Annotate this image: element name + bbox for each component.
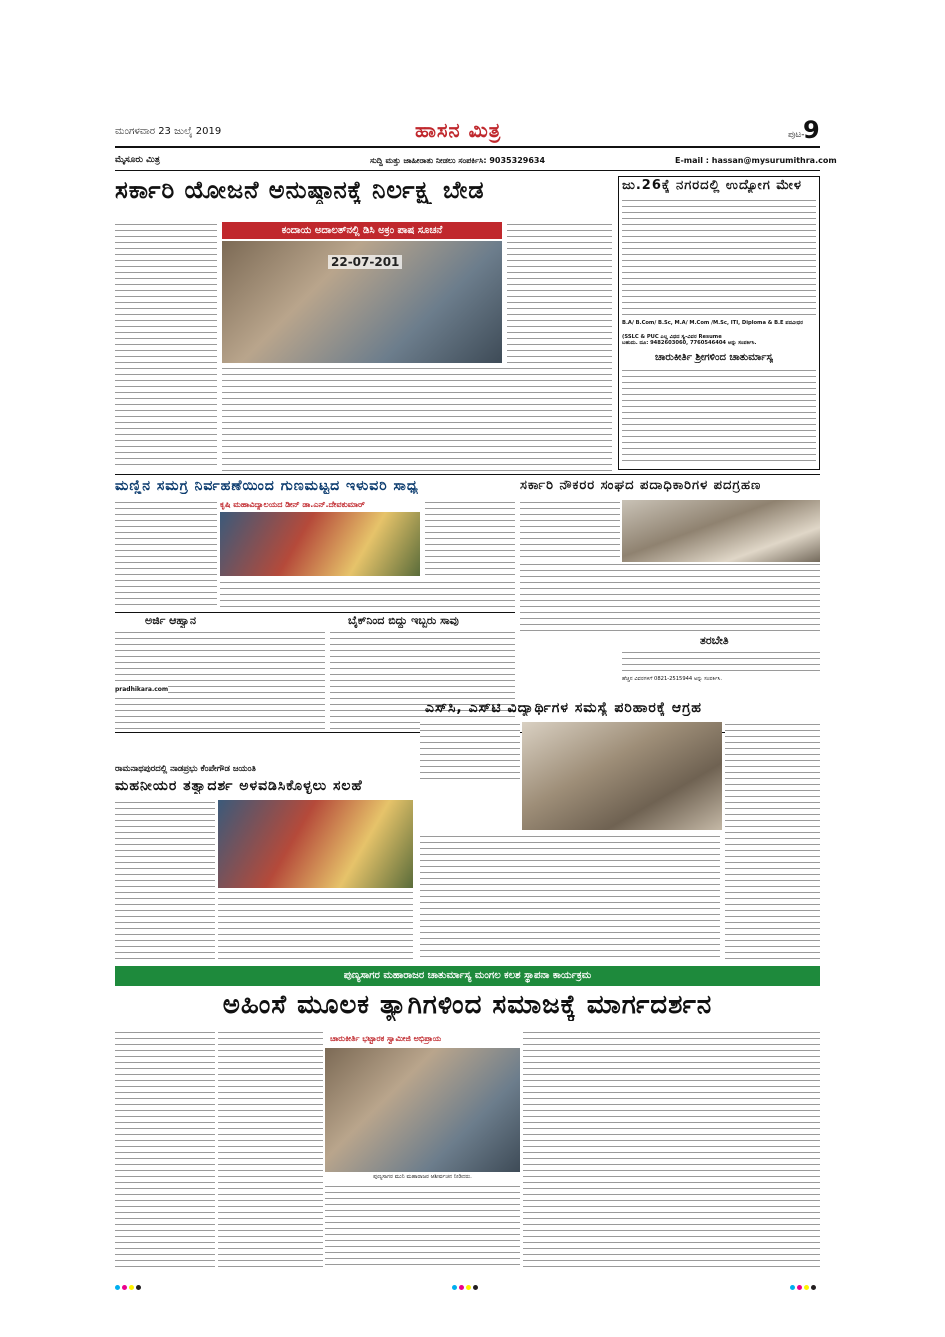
a6-website: pradhikara.com bbox=[115, 686, 169, 693]
a2-courses: B.A/ B.Com/ B.Sc, M.A/ M.Com /M.Sc, ITI, Diploma & B.E ಪದವೀಧರ bbox=[622, 320, 803, 326]
a8-phone: ಹೆಚ್ಚಿನ ವಿವರಗಳಿಗೆ 0821-2515944 ಅನ್ನು ಸಂಪರ್ಕಿಸಿ. bbox=[622, 676, 723, 682]
section-name: ಮೈಸೂರು ಮಿತ್ರ bbox=[115, 155, 160, 165]
a4-photo bbox=[220, 512, 420, 576]
a4-col1 bbox=[115, 500, 217, 608]
registration-marks-left bbox=[115, 1275, 143, 1294]
banner-headline: ಅಹಿಂಸೆ ಮೂಲಕ ತ್ಯಾಗಿಗಳಿಂದ ಸಮಾಜಕ್ಕೆ ಮಾರ್ಗದರ್ಶನ bbox=[222, 990, 713, 1020]
a5-body bbox=[520, 562, 820, 632]
a10-headline: ಮಹನೀಯರ ತತ್ವಾದರ್ಶ ಅಳವಡಿಸಿಕೊಳ್ಳಲು ಸಲಹೆ bbox=[115, 778, 363, 794]
a10-col1 bbox=[115, 800, 215, 960]
a9-col-right bbox=[725, 722, 820, 962]
a1-cols bbox=[222, 366, 612, 472]
a1-photo-date: 22-07-201 bbox=[328, 255, 402, 269]
a1-headline: ಸರ್ಕಾರಿ ಯೋಜನೆ ಅನುಷ್ಠಾನಕ್ಕೆ ನಿರ್ಲಕ್ಷ್ಯ ಬೇಡ bbox=[115, 176, 485, 204]
a2-phone: ಬಹುದು. ದೂ: 9482603060, 7760546404 ಅನ್ನು ಸಂಪರ್ಕಿಸಿ. bbox=[622, 340, 757, 346]
a2-resume: (SSLC & PUC ಎಲ್ಲ ವಿಧದ ಸ್ವ-ವಿವರ Resume bbox=[622, 334, 722, 340]
banner-col3 bbox=[325, 1184, 520, 1268]
banner-subhead: ಚಾರುಕೀರ್ತಿ ಭಟ್ಟಾರಕ ಸ್ವಾಮೀಜಿ ಅಭಿಪ್ರಾಯ bbox=[330, 1034, 442, 1043]
banner-kicker: ಪುಣ್ಯಸಾಗರ ಮಹಾರಾಜರ ಚಾತುರ್ಮಾಸ್ಯ ಮಂಗಲ ಕಲಶ ಸ್ಥಾಪನಾ ಕಾರ್ಯಕ್ರಮ bbox=[115, 966, 820, 986]
a4-headline: ಮಣ್ಣಿನ ಸಮಗ್ರ ನಿರ್ವಹಣೆಯಿಂದ ಗುಣಮಟ್ಟದ ಇಳುವರಿ ಸಾಧ್ಯ bbox=[115, 478, 419, 494]
header-rule bbox=[115, 146, 820, 148]
banner-col1 bbox=[115, 1030, 215, 1268]
contact-text: ಸುದ್ದಿ ಮತ್ತು ಜಾಹೀರಾತು ನೀಡಲು ಸಂಪರ್ಕಿಸಿ: 9035329634 bbox=[370, 156, 546, 165]
page-number: 9 bbox=[803, 116, 820, 144]
a2-headline: ಜು.26ಕ್ಕೆ ನಗರದಲ್ಲಿ ಉದ್ಯೋಗ ಮೇಳ bbox=[622, 178, 802, 193]
banner-photo bbox=[325, 1048, 520, 1172]
banner-col2 bbox=[218, 1030, 323, 1268]
a5-headline: ಸರ್ಕಾರಿ ನೌಕರರ ಸಂಘದ ಪದಾಧಿಕಾರಿಗಳ ಪದಗ್ರಹಣ bbox=[520, 478, 762, 493]
a10-photo bbox=[218, 800, 413, 888]
a4-body bbox=[220, 580, 515, 610]
masthead: ಹಾಸನ ಮಿತ್ರ bbox=[415, 118, 502, 142]
a6-body bbox=[115, 630, 325, 730]
a8-body bbox=[622, 650, 820, 674]
a10-body bbox=[218, 890, 413, 960]
a9-body bbox=[420, 722, 520, 780]
a4-col-right bbox=[425, 500, 515, 580]
a5-photo bbox=[622, 500, 820, 570]
a2-body bbox=[622, 198, 816, 318]
a9-headline: ಎಸ್‌ಸಿ, ಎಸ್‌ಟಿ ವಿದ್ಯಾರ್ಥಿಗಳ ಸಮಸ್ಯೆ ಪರಿಹಾರಕ್ಕೆ ಆಗ್ರಹ bbox=[425, 700, 702, 716]
a10-kicker: ರಾಮನಾಥಪುರದಲ್ಲಿ ನಾಡಪ್ರಭು ಕೆಂಪೇಗೌಡ ಜಯಂತಿ bbox=[115, 764, 256, 774]
a4-subhead: ಕೃಷಿ ಮಹಾವಿದ್ಯಾಲಯದ ಡೀನ್ ಡಾ.ಎನ್.ದೇವಕುಮಾರ್ bbox=[220, 500, 365, 509]
email: E-mail : hassan@mysurumithra.com bbox=[675, 156, 837, 165]
a9-cols bbox=[420, 834, 720, 962]
registration-marks-center bbox=[452, 1275, 480, 1294]
a1-col1 bbox=[115, 222, 217, 470]
header-date: ಮಂಗಳವಾರ 23 ಜುಲೈ 2019 bbox=[115, 126, 222, 137]
rule-a bbox=[115, 474, 820, 475]
a3-headline: ಚಾರುಕೀರ್ತಿ ಶ್ರೀಗಳಿಂದ ಚಾತುರ್ಮಾಸ್ಯ bbox=[655, 352, 774, 363]
a7-headline: ಬೈಕ್‌ನಿಂದ ಬಿದ್ದು ಇಬ್ಬರು ಸಾವು bbox=[348, 614, 459, 627]
rule-b bbox=[115, 612, 515, 613]
a5-col bbox=[520, 500, 620, 560]
a9-photo bbox=[522, 722, 722, 830]
a6-headline: ಅರ್ಜಿ ಆಹ್ವಾನ bbox=[145, 614, 197, 627]
banner-col4 bbox=[523, 1030, 820, 1268]
page-label: ಪುಟ- bbox=[788, 130, 805, 140]
registration-marks-right bbox=[790, 1275, 818, 1294]
banner-caption: ಪುಣ್ಯಸಾಗರ ಮುನಿ ಮಹಾರಾಜರ ಆಶೀರ್ವಚನ ನೀಡಿದರು. bbox=[373, 1174, 472, 1180]
a8-headline: ತರಬೇತಿ bbox=[700, 634, 729, 647]
header-rule-2 bbox=[115, 170, 820, 171]
a3-body bbox=[622, 368, 816, 466]
a1-col-right bbox=[507, 222, 612, 364]
a1-subhead: ಕಂದಾಯ ಅದಾಲತ್‌ನಲ್ಲಿ ಡಿಸಿ ಅಕ್ರಂ ಪಾಷ ಸೂಚನೆ bbox=[222, 222, 502, 239]
